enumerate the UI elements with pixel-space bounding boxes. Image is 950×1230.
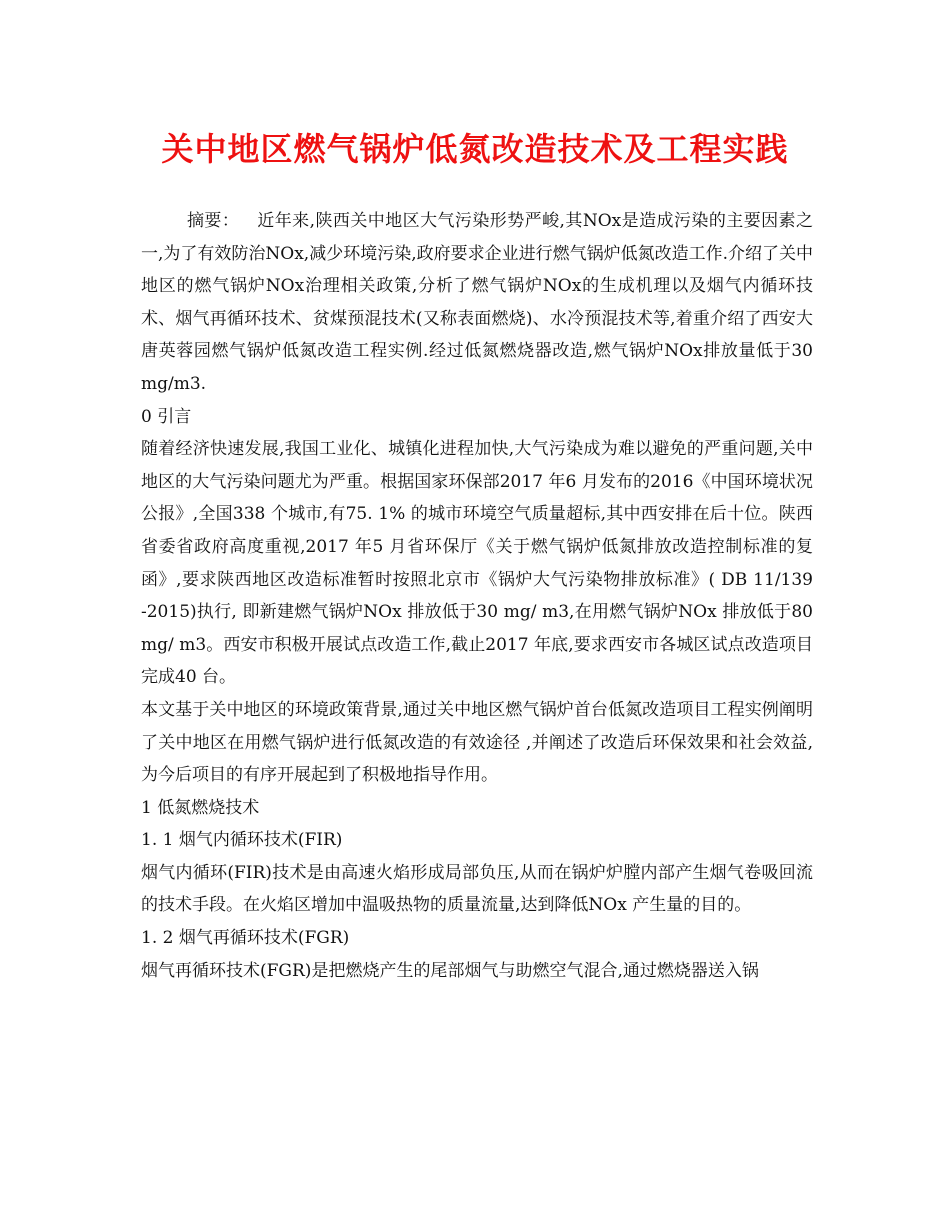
subsection-heading-fgr: 1. 2 烟气再循环技术(FGR) xyxy=(141,928,350,949)
section-heading-low-nox-combustion: 1 低氮燃烧技术 xyxy=(141,797,260,818)
fir-paragraph: 烟气内循环(FIR)技术是由高速火焰形成局部负压,从而在锅炉炉膛内部产生烟气卷吸回流的技术手段。在火焰区增加中温吸热物的质量流量,达到降低NOx 产生量的目的。 xyxy=(141,862,813,916)
document-title: 关中地区燃气锅炉低氮改造技术及工程实践 xyxy=(161,130,789,168)
abstract-paragraph xyxy=(141,205,813,401)
abstract-text: 近年来,陕西关中地区大气污染形势严峻,其NOx是造成污染的主要因素之一,为了有效防治NOx,减少环境污染,政府要求企业进行燃气锅炉低氮改造工作.介绍了关中地区的燃气锅炉NOx治理相关政策,分析了燃气锅炉NOx的生成机理以及烟气内循环技术、烟气再循环技术、贫煤预混技术(又称表面燃烧)、水冷预混技术等,着重介绍了西安大唐英蓉园燃气锅炉低氮改造工程实例.经过低氮燃烧器改造,燃气锅炉NOx排放量低于30 mg/m3. xyxy=(141,211,814,394)
document-body xyxy=(141,205,813,987)
subsection-heading-fir: 1. 1 烟气内循环技术(FIR) xyxy=(141,830,343,851)
intro-paragraph-1: 随着经济快速发展,我国工业化、城镇化进程加快,大气污染成为难以避免的严重问题,关中地区的大气污染问题尤为严重。根据国家环保部2017 年6 月发布的2016《中国环境状况公报》,全国338 个城市,有75. 1% 的城市环境空气质量超标,其中西安排在后十位。陕西省委省政府高度重视,2017 年5 月省环保厅《关于燃气锅炉低氮排放改造控制标准的复函》,要求陕西地区改造标准暂时按照北京市《锅炉大气污染物排放标准》( DB 11/139 -2015)执行, 即新建燃气锅炉NOx 排放低于30 mg/ m3,在用燃气锅炉NOx 排放低于80 mg/ m3。西安市积极开展试点改造工作,截止2017 年底,要求西安市各城区试点改造项目完成40 台。 xyxy=(141,439,813,688)
fgr-paragraph: 烟气再循环技术(FGR)是把燃烧产生的尾部烟气与助燃空气混合,通过燃烧器送入锅 xyxy=(141,960,759,981)
section-heading-introduction: 0 引言 xyxy=(141,406,192,427)
abstract-label: 摘要： xyxy=(187,211,240,231)
intro-paragraph-2: 本文基于关中地区的环境政策背景,通过关中地区燃气锅炉首台低氮改造项目工程实例阐明了关中地区在用燃气锅炉进行低氮改造的有效途径 ,并阐述了改造后环保效果和社会效益,为今后项目的有序开展起到了积极地指导作用。 xyxy=(141,699,813,786)
